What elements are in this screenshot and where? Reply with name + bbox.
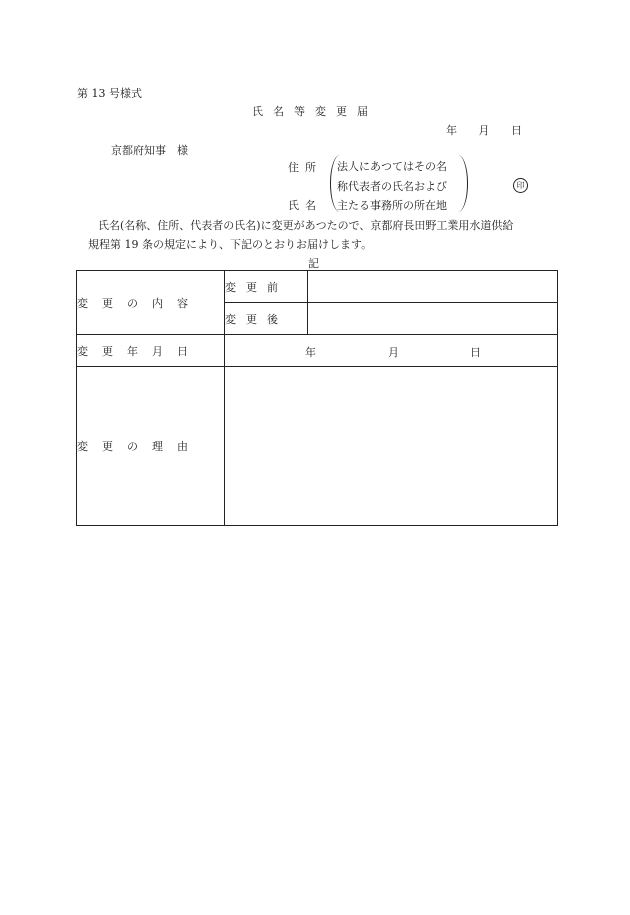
after-label: 変更後 (225, 303, 308, 335)
before-field[interactable] (308, 271, 558, 303)
body-text-line-2: 規程第 19 条の規定により、下記のとおりお届けします。 (88, 238, 373, 251)
reason-label: 変更の理由 (77, 367, 225, 526)
content-label: 変更の内容 (77, 271, 225, 335)
date-month-label: 月 (478, 124, 490, 137)
date-day-label: 日 (511, 124, 522, 137)
date-year-label: 年 (446, 124, 457, 137)
name-label: 氏名 (288, 199, 322, 212)
body-text-line-1: 氏名(名称、住所、代表者の氏名)に変更があつたので、京都府長田野工業用水道供給 (98, 219, 514, 232)
seal-mark: 印 (513, 178, 528, 193)
before-label: 変更前 (225, 271, 308, 303)
corporate-note-line-2: 称代表者の氏名および (337, 180, 447, 193)
corporate-note-line-1: 法人にあつてはその名 (337, 160, 447, 173)
ki-heading: 記 (308, 257, 319, 270)
page-title: 氏名等変更届 (252, 105, 378, 118)
addressee: 京都府知事 様 (111, 144, 188, 157)
submission-date (446, 122, 522, 138)
change-date-year: 年 (305, 346, 316, 359)
change-date-field[interactable] (225, 335, 558, 367)
after-field[interactable] (308, 303, 558, 335)
change-details-table (76, 270, 558, 526)
change-date-month: 月 (388, 346, 399, 359)
form-number: 第 13 号様式 (77, 87, 142, 100)
corporate-note-line-3: 主たる事務所の所在地 (337, 199, 447, 212)
change-date-label: 変更年月日 (77, 335, 225, 367)
address-label: 住所 (288, 161, 322, 174)
change-date-day: 日 (470, 346, 481, 359)
reason-field[interactable] (225, 367, 558, 526)
